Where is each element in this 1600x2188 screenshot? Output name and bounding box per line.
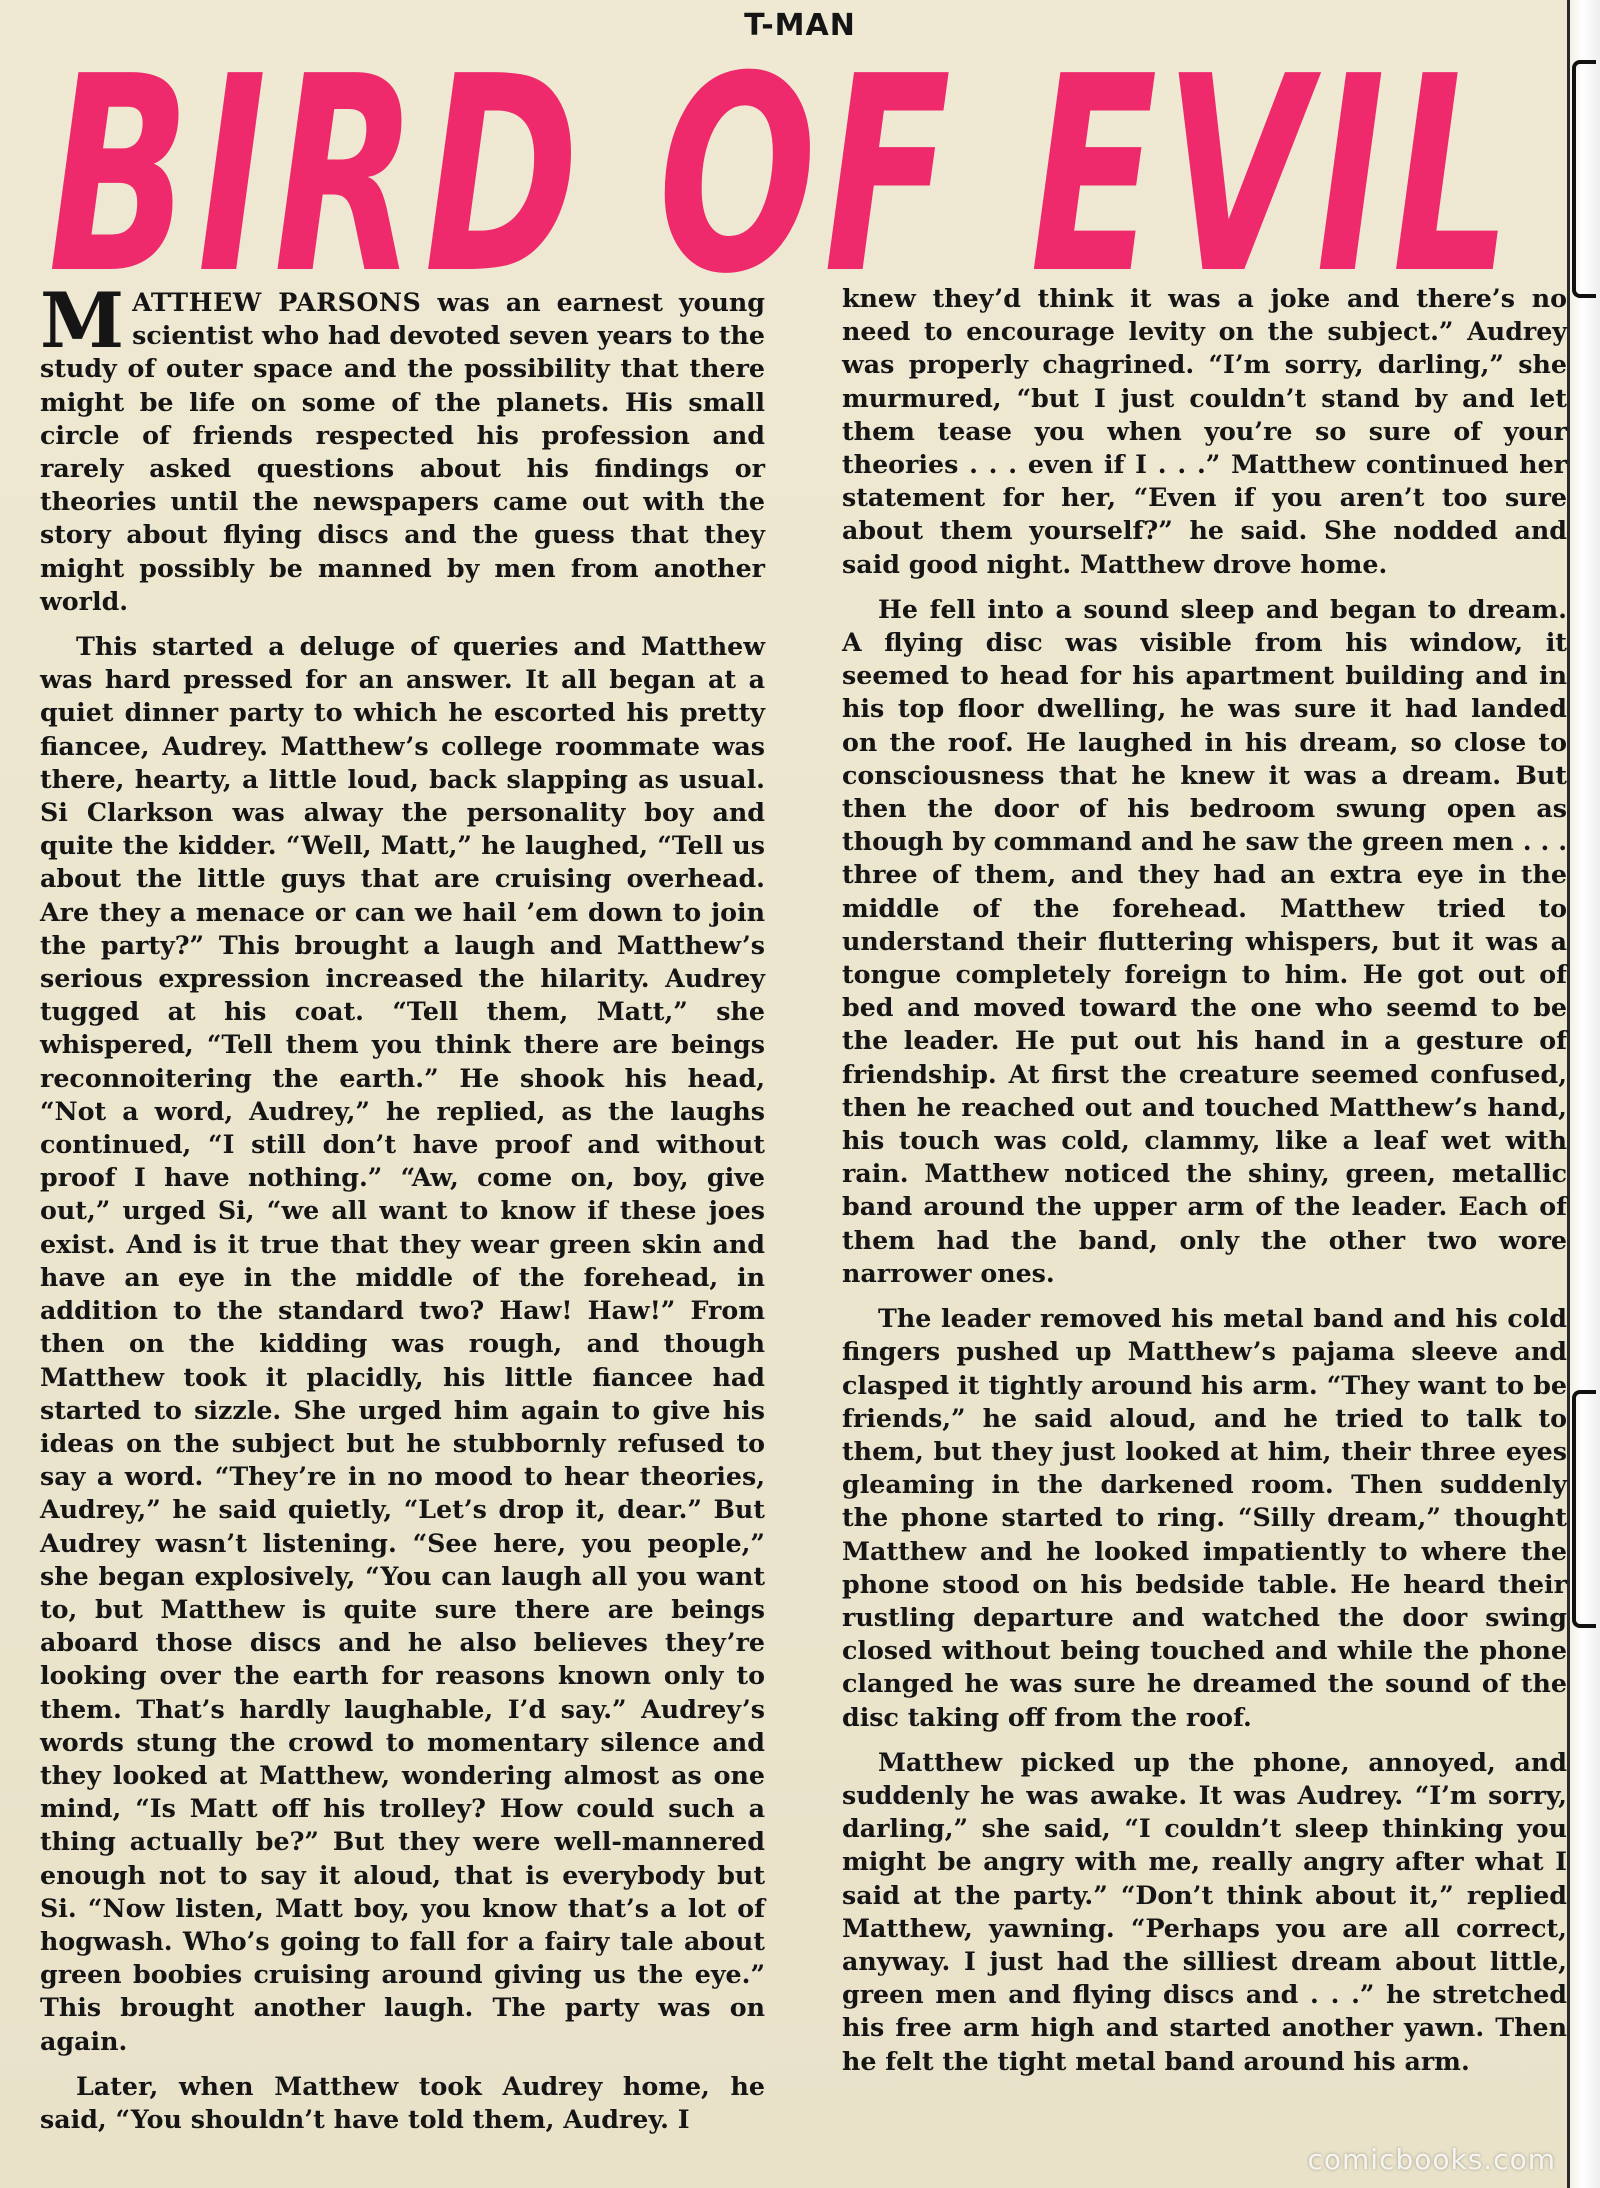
lead-caps: ATTHEW PARSONS <box>132 287 422 317</box>
paragraph: The leader removed his metal band and his cold fingers pushed up Matthew’s pajama sleeve and clasped it tightly around his arm. “They want to be friends,” he said aloud, and he tried to talk to them, but they just looked at him, their three eyes gleaming in the darkened room. Then suddenly the phone started to ring. “Silly dream,” thought Matthew and he looked impatiently to where the phone stood on his bedside table. He heard their rustling departure and watched the door swing closed without being touched and while the phone clanged he was sure he dreamed the sound of the disc taking off from the roof. <box>842 1303 1567 1732</box>
paragraph: Later, when Matthew took Audrey home, he said, “You shouldn’t have told them, Audrey. I <box>40 2070 765 2134</box>
paragraph: This started a deluge of queries and Matthew was hard pressed for an answer. It all began at a quiet dinner party to which he escorted his pretty fiancee, Audrey. Matthew’s college roommate was there, hearty, a little loud, back slapping as usual. Si Clarkson was alway the personality boy and quite the kidder. “Well, Matt,” he laughed, “Tell us about the little guys that are cruising overhead. Are they a menace or can we hail ’em down to join the party?” This brought a laugh and Matthew’s serious expression increased the hilarity. Audrey tugged at his coat. “Tell them, Matt,” she whispered, “Tell them you think there are beings reconnoitering the earth.” He shook his head, “Not a word, Audrey,” he replied, as the laughs continued, “I still don’t have proof and without proof I have nothing.” “Aw, come on, boy, give out,” urged Si, “we all want to know if these joes exist. And is it true that they wear green skin and have an eye in the middle of the forehead, in addition to the standard two? Haw! Haw!” From then on the kidding was rough, and though Matthew took it placidly, his little fiancee had started to sizzle. She urged him again to give his ideas on the subject but he stubbornly refused to say a word. “They’re in no mood to hear theories, Audrey,” he said quietly, “Let’s drop it, dear.” But Audrey wasn’t listening. “See here, you people,” she began explosively, “You can laugh all you want to, but Matthew is quite sure there are beings aboard those discs and he also believes they’re looking over the earth for reasons known only to them. That’s hardly laughable, I’d say.” Audrey’s words stung the crowd to momentary silence and they looked at Matthew, wondering almost as one mind, “Is Matt off his trolley? How could such a thing actually be?” But they were well-mannered enough not to say it aloud, that is everybody but Si. “Now listen, Matt boy, you know that’s a lot of hogwash. Who’s going to fall for a fairy tale about green boobies cruising around giving us the eye.” This brought another laugh. The party was on again. <box>40 631 765 2056</box>
edge-panel-mark <box>1572 60 1596 298</box>
column-left <box>40 276 765 2148</box>
page-edge <box>1567 0 1600 2188</box>
edge-panel-mark <box>1572 1390 1596 1628</box>
running-head: T-MAN <box>744 8 856 43</box>
paragraph: Matthew picked up the phone, annoyed, and suddenly he was awake. It was Audrey. “I’m sorry, darling,” she said, “I couldn’t sleep thinking you might be angry with me, really angry after what I said at the party.” “Don’t think about it,” replied Matthew, yawning. “Perhaps you are all correct, anyway. I just had the silliest dream about little, green men and flying discs and . . .” he stretched his free arm high and started another yawn. Then he felt the tight metal band around his arm. <box>842 1746 1567 2076</box>
watermark: comicbooks.com <box>1307 2143 1556 2176</box>
paragraph: He fell into a sound sleep and began to dream. A flying disc was visible from his window, it seemed to head for his apartment building and in his top floor dwelling, he was sure it had landed on the roof. He laughed in his dream, so close to consciousness that he knew it was a dream. But then the door of his bedroom swung open as though by command and he saw the green men . . . three of them, and they had an extra eye in the middle of the forehead. Matthew tried to understand their fluttering whispers, but it was a tongue completely foreign to him. He got out of bed and moved toward the one who seemd to be the leader. He put out his hand in a gesture of friendship. At first the creature seemed confused, then he reached out and touched Matthew’s hand, his touch was cold, clammy, like a leaf wet with rain. Matthew noticed the shiny, green, metallic band around the upper arm of the leader. Each of them had the band, only the other two wore narrower ones. <box>842 593 1567 1288</box>
column-right <box>842 282 1567 2090</box>
drop-cap: M <box>40 276 125 365</box>
story-title-text: BIRD OF EVIL <box>48 44 1518 284</box>
story-title <box>44 44 1524 284</box>
paragraph <box>40 276 765 618</box>
paragraph-text: was an earnest young scientist who had devoted seven years to the study of outer space and the possibility that there might be life on some of the planets. His small circle of friends respected his profession and rarely asked questions about his findings or theories until the newspapers came out with the story about flying discs and the guess that they might possibly be manned by men from another world. <box>40 287 765 616</box>
paragraph: knew they’d think it was a joke and there’s no need to encourage levity on the subject.” Audrey was properly chagrined. “I’m sorry, darling,” she murmured, “but I just couldn’t stand by and let them tease you when you’re so sure of your theories . . . even if I . . .” Matthew continued her statement for her, “Even if you aren’t too sure about them yourself?” he said. She nodded and said good night. Matthew drove home. <box>842 283 1567 579</box>
